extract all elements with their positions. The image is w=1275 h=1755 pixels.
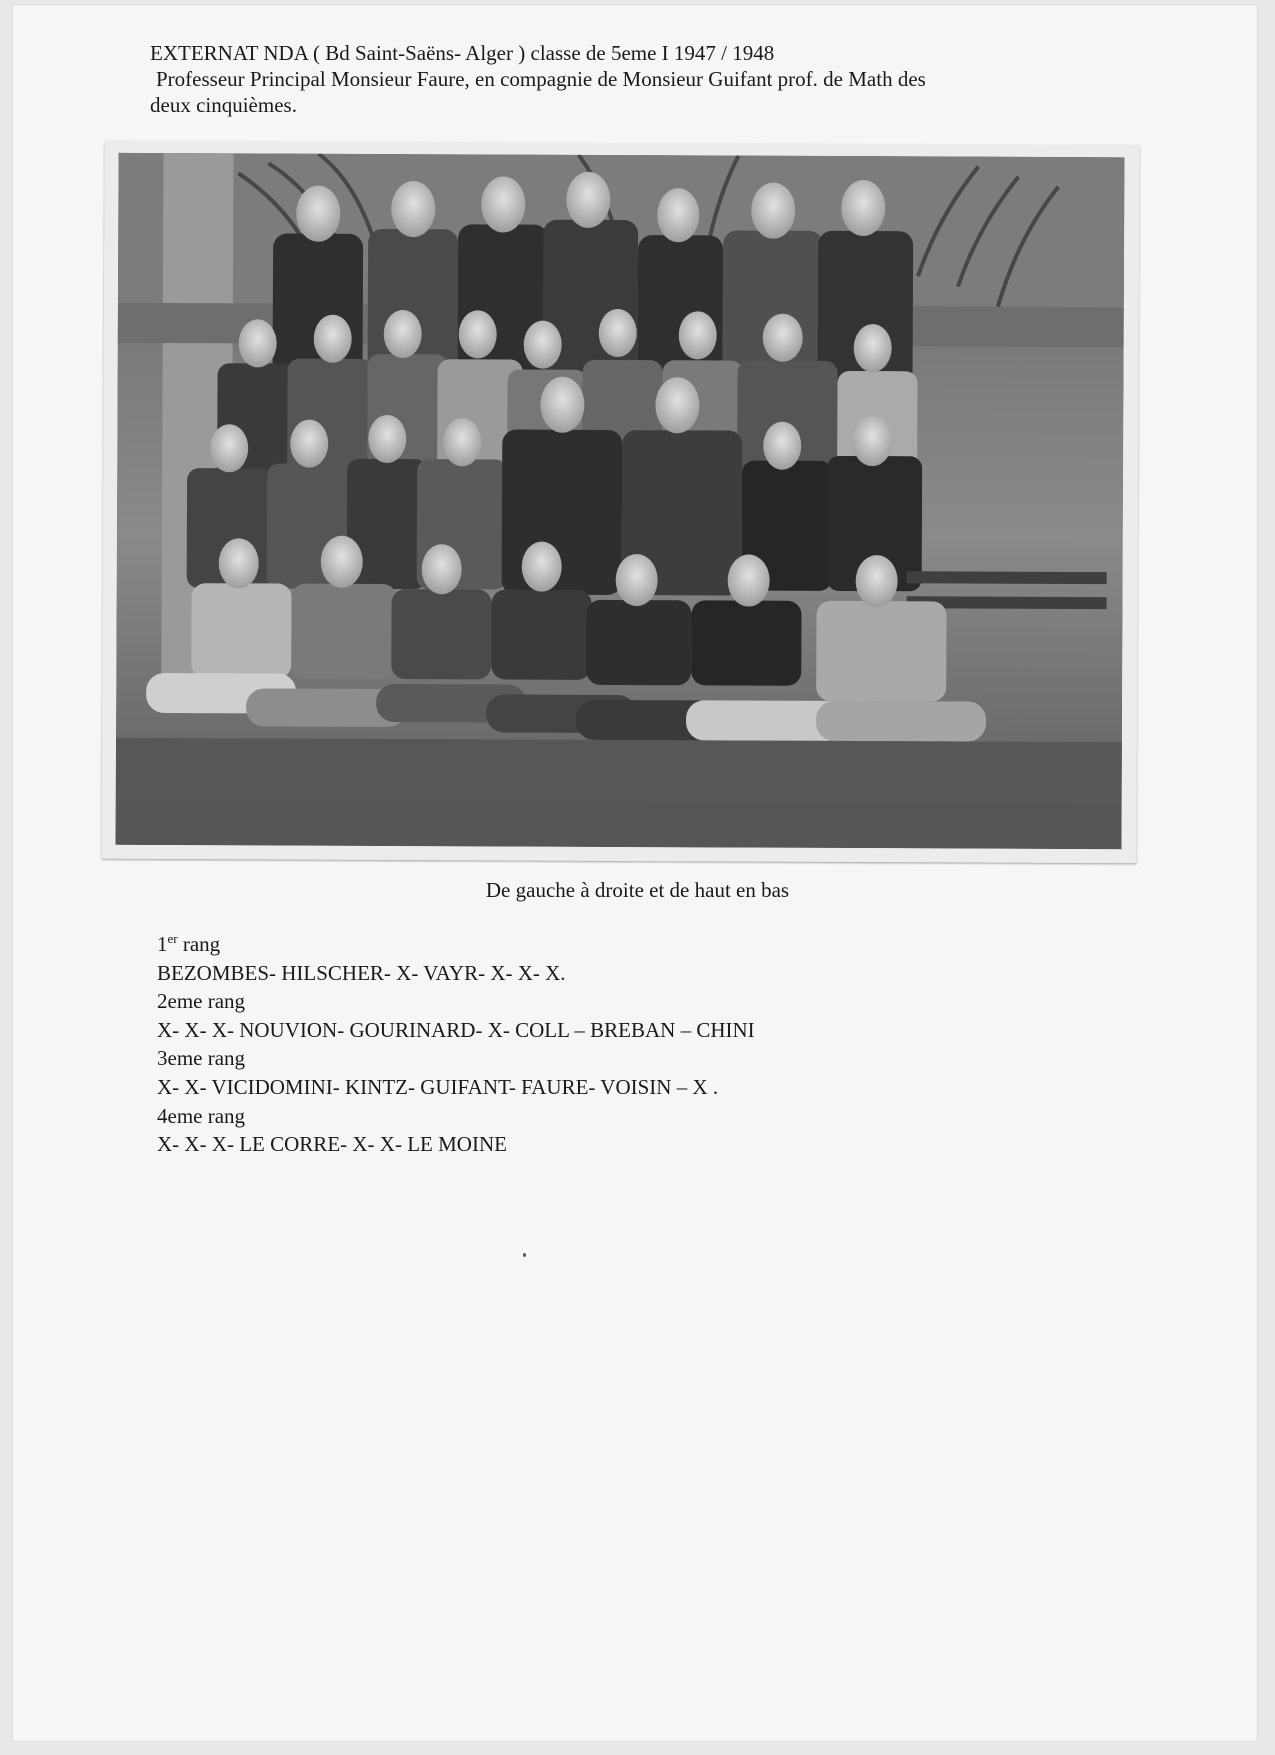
rank-1-number: 1 xyxy=(157,932,168,956)
rank-2-names: X- X- X- NOUVION- GOURINARD- X- COLL – BREBAN – CHINI xyxy=(157,1017,755,1042)
header-line-2: Professeur Principal Monsieur Faure, en compagnie de Monsieur Guifant prof. de Math des xyxy=(156,67,926,91)
rank-4-names: X- X- X- LE CORRE- X- X- LE MOINE xyxy=(157,1132,507,1157)
rank-4-heading: 4eme rang xyxy=(157,1103,246,1128)
rank-1-heading xyxy=(157,930,1057,959)
rank-3-names: X- X- VICIDOMINI- KINTZ- GUIFANT- FAURE- VOISIN – X . xyxy=(157,1074,719,1099)
class-photo xyxy=(101,141,1139,864)
rank-2-heading: 2eme rang xyxy=(157,989,246,1014)
rank-1-word: rang xyxy=(177,932,221,956)
page-header xyxy=(150,40,1110,118)
header-line-1: EXTERNAT NDA ( Bd Saint-Saëns- Alger ) classe de 5eme I 1947 / 1948 xyxy=(150,41,775,65)
class-photo-image xyxy=(115,153,1124,849)
rank-1-superscript: er xyxy=(167,931,178,946)
photo-caption: De gauche à droite et de haut en bas xyxy=(485,878,790,902)
rank-list xyxy=(157,930,1057,1159)
header-line-3: deux cinquièmes. xyxy=(150,93,297,117)
scan-speck xyxy=(523,1253,526,1257)
rank-1-names: BEZOMBES- HILSCHER- X- VAYR- X- X- X. xyxy=(157,960,566,985)
rank-3-heading: 3eme rang xyxy=(157,1046,246,1071)
